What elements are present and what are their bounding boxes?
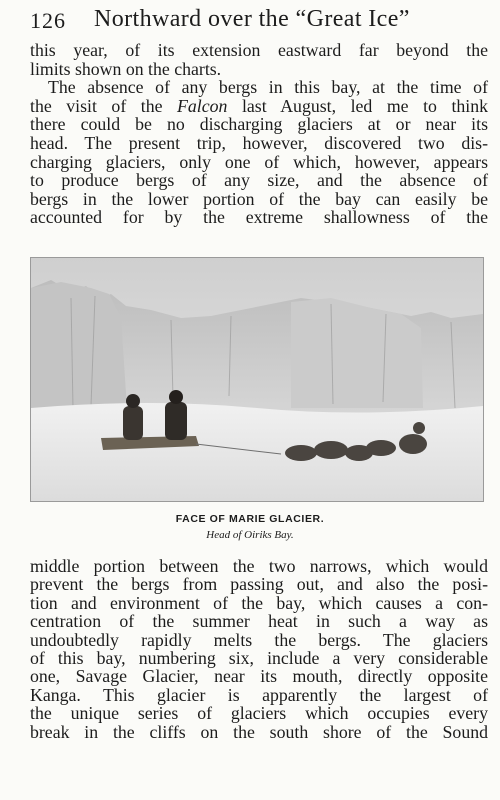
text-line: there could be no discharging glaciers at or near its: [30, 114, 488, 135]
text-fragment: last August, led me to think: [227, 95, 489, 116]
running-title: Northward over the “Great Ice”: [94, 6, 410, 32]
page-number: 126: [30, 8, 66, 33]
text-line: of this bay, numbering six, include a very considerable: [30, 648, 488, 669]
photograph-glacier-sledge: [30, 257, 484, 502]
traveler-left: [123, 406, 143, 440]
text-line: Kanga. This glacier is apparently the largest of: [30, 684, 488, 705]
ice-cliff-left: [31, 282, 127, 418]
photograph-image: [31, 258, 483, 501]
text-line: to produce bergs of any size, and the absence of: [30, 170, 488, 191]
traveler-right: [165, 402, 187, 440]
text-line: one, Savage Glacier, near its mouth, directly opposite: [30, 666, 488, 687]
text-line: undoubtedly rapidly melts the bergs. The glaciers: [30, 629, 488, 650]
text-line: this year, of its extension eastward far beyond the: [30, 40, 488, 60]
body-text-bottom: [30, 557, 488, 741]
text-line-with-ship-name: [30, 97, 488, 116]
text-line: accounted for by the extreme shallowness of the: [30, 207, 488, 228]
figure-caption-subtitle: Head of Oiriks Bay.: [206, 529, 294, 541]
text-line: break in the cliffs on the south shore of the Sound: [30, 721, 488, 742]
text-line: head. The present trip, however, discovered two dis-: [30, 132, 488, 153]
text-line: limits shown on the charts.: [30, 58, 222, 79]
text-line: charging glaciers, only one of which, however, appears: [30, 151, 488, 172]
text-line: tion and environment of the bay, which causes a con-: [30, 592, 488, 613]
body-text-top: [30, 41, 488, 227]
text-line: centration of the summer heat in such a way as: [30, 611, 488, 632]
running-header: [30, 4, 490, 40]
text-line: bergs in the lower portion of the bay can easily be: [30, 188, 488, 209]
text-line: the unique series of glaciers which occupies every: [30, 703, 488, 724]
text-line: middle portion between the two narrows, which would: [30, 556, 488, 576]
figure-caption-title: FACE OF MARIE GLACIER.: [175, 513, 325, 525]
ship-name: Falcon: [177, 95, 228, 116]
paragraph-start-line: The absence of any bergs in this bay, at the time of: [48, 77, 488, 98]
text-fragment: the visit of the: [30, 95, 178, 116]
text-line: prevent the bergs from passing out, and also the posi-: [30, 574, 488, 595]
